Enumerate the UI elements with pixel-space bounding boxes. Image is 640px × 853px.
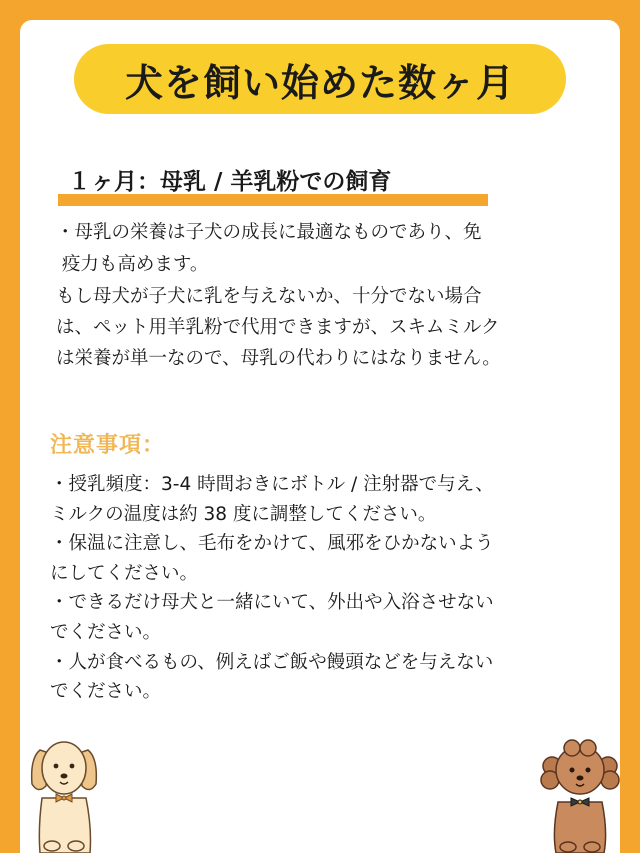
caution-line: ・保温に注意し、毛布をかけて、風邪をひかないよう [50, 533, 494, 555]
golden-retriever-icon [28, 728, 100, 853]
section-heading-text: １ヶ月：母乳 / 羊乳粉での飼育 [68, 169, 392, 195]
caution-line: ミルクの温度は約 38 度に調整してください。 [50, 503, 437, 525]
page-title: 犬を飼い始めた数ヶ月 [124, 60, 515, 105]
caution-line: でください。 [50, 681, 162, 703]
poodle-icon [540, 732, 620, 853]
caution-line: ・人が食べるもの、例えばご飯や饅頭などを与えない [50, 651, 494, 673]
paragraph-line: ・母乳の栄養は子犬の成長に最適なものであり、免 [56, 222, 482, 243]
paragraph-line: は、ペット用羊乳粉で代用できますが、スキムミルク [56, 317, 500, 338]
title-banner [74, 44, 566, 114]
caution-heading: 注意事項： [50, 433, 166, 458]
caution-list [50, 470, 610, 707]
caution-line: でください。 [50, 621, 162, 643]
paragraph-line: は栄養が単一なので、母乳の代わりにはなりません。 [56, 348, 501, 369]
paragraph-line: 疫力も高めます。 [56, 254, 209, 275]
paragraph-line: もし母犬が子犬に乳を与えないか、十分でない場合 [56, 286, 482, 307]
section-heading [58, 162, 488, 206]
caution-line: にしてください。 [50, 562, 199, 584]
caution-line: ・できるだけ母犬と一緒にいて、外出や入浴させない [50, 592, 494, 614]
caution-line: ・授乳頻度：3-4 時間おきにボトル / 注射器で与え、 [50, 474, 494, 495]
